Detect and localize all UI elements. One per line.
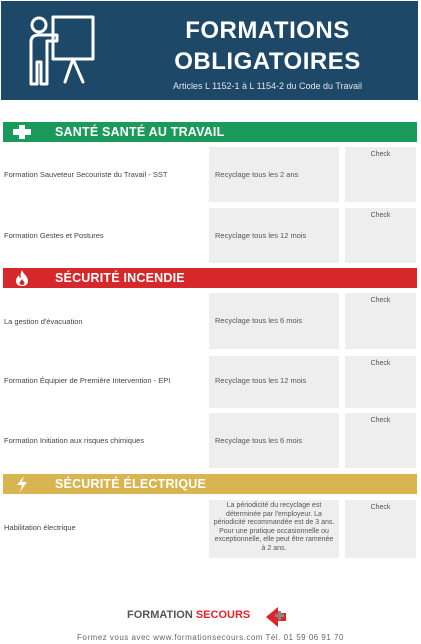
title-line-2: OBLIGATOIRES: [174, 48, 361, 75]
header-subtitle: Articles L 1152-1 à L 1154-2 du Code du Travail: [172, 81, 363, 91]
check-label: Check: [370, 417, 391, 424]
recyclage-text: Recyclage tous les 6 mois: [215, 316, 303, 325]
check-box[interactable]: [345, 147, 416, 202]
recyclage-text: La périodicité du recyclage est déterminée par l'employeur. La périodicité recommandée est de 3 ans. Pour une pratique occasionnelle ou exceptionnelle, elle peut être ramenée à 2 ans.: [213, 502, 335, 552]
lightning-icon: [3, 474, 40, 494]
check-box[interactable]: [345, 413, 416, 468]
recyclage-box: [209, 500, 339, 558]
logo-text: [127, 609, 250, 621]
recyclage-text: Recyclage tous les 12 mois: [215, 376, 307, 385]
row-label: Formation Sauveteur Secouriste du Travail - SST: [4, 170, 168, 179]
row-label: Formation Initiation aux risques chimiques: [4, 436, 145, 445]
check-box[interactable]: [345, 293, 416, 349]
recyclage-box: [209, 293, 339, 349]
title-line-1: FORMATIONS: [185, 17, 350, 44]
recyclage-box: [209, 356, 339, 408]
recyclage-text: Recyclage tous les 6 mois: [215, 436, 303, 445]
row-label: Formation Gestes et Postures: [4, 231, 104, 240]
section-title-electrique: SÉCURITÉ ÉLECTRIQUE: [55, 477, 207, 491]
section-title-incendie: SÉCURITÉ INCENDIE: [55, 271, 185, 285]
logo-text-part1: FORMATION: [127, 609, 196, 621]
recyclage-box: [209, 208, 339, 263]
presenter-board-icon: [27, 14, 95, 90]
footer-contact: Formez vous avec www.formationsecours.com Tél. 01 59 06 91 70: [77, 633, 344, 642]
flame-icon: [3, 268, 40, 288]
row-label: Habilitation électrique: [4, 523, 76, 532]
formation-secours-logo: [127, 606, 297, 628]
recyclage-text: Recyclage tous les 2 ans: [215, 170, 299, 179]
recyclage-box: [209, 147, 339, 202]
section-band-sante: [3, 122, 417, 142]
recyclage-box: [209, 413, 339, 468]
check-box[interactable]: [345, 208, 416, 263]
check-label: Check: [370, 151, 391, 158]
row-label: Formation Équipier de Première Intervention - EPI: [4, 376, 171, 385]
check-label: Check: [370, 504, 391, 511]
header-banner: [1, 1, 418, 100]
logo-cross-icon: [264, 606, 288, 628]
section-band-electrique: [3, 474, 417, 494]
check-label: Check: [370, 212, 391, 219]
check-box[interactable]: [345, 356, 416, 408]
section-band-incendie: [3, 268, 417, 288]
check-label: Check: [370, 360, 391, 367]
check-label: Check: [370, 297, 391, 304]
recyclage-text: Recyclage tous les 12 mois: [215, 231, 307, 240]
cross-icon: [3, 122, 40, 142]
check-box[interactable]: [345, 500, 416, 558]
logo-text-part2: SECOURS: [195, 609, 251, 621]
section-title-sante: SANTÉ SANTÉ AU TRAVAIL: [55, 125, 225, 139]
row-label: La gestion d'évacuation: [4, 317, 83, 326]
